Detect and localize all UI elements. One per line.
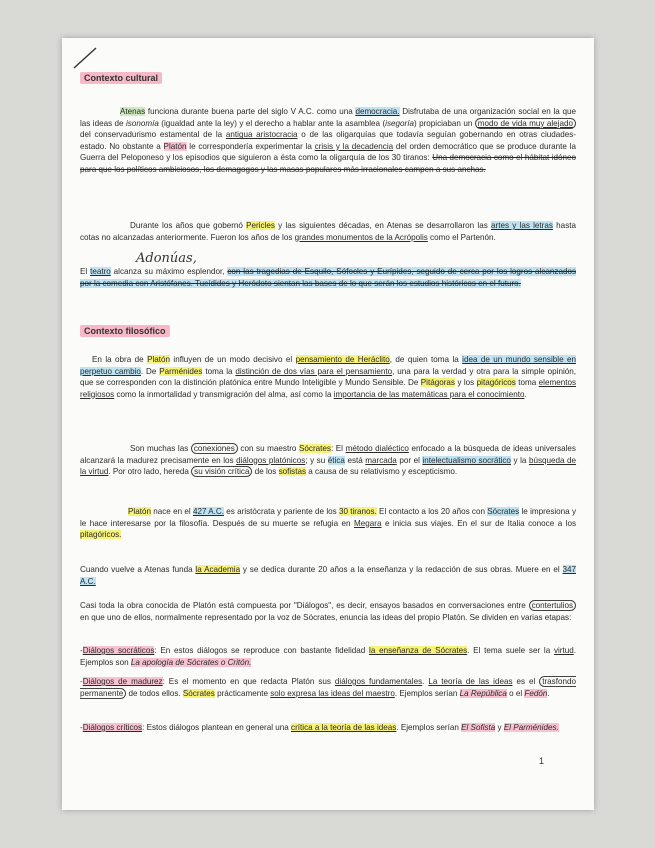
text-run: en que uno de ellos, normalmente representado por la voz de Sócrates, enuncia las ideas del propio Platón. Se dividen en varias etapas: bbox=[80, 612, 572, 622]
text-run: grandes monumentos de la Acrópolis bbox=[294, 232, 428, 242]
text-run: isegoría bbox=[385, 118, 414, 128]
text-run: a causa de su relativismo y escepticismo. bbox=[306, 467, 458, 477]
text-run: intelectualismo socrático bbox=[422, 455, 511, 465]
text-run: Atenas bbox=[120, 107, 146, 116]
text-run: ética bbox=[327, 455, 345, 465]
text-run: La República bbox=[459, 688, 507, 698]
text-run: La apología de Sócrates o Critón. bbox=[130, 657, 252, 667]
text-run: por el bbox=[396, 455, 423, 465]
text-run: 427 A.C. bbox=[192, 507, 225, 516]
text-run: marcada bbox=[365, 455, 397, 465]
paragraph-socrates bbox=[80, 443, 576, 478]
text-run: solo expresa las ideas del maestro bbox=[270, 688, 395, 698]
text-run: - bbox=[80, 723, 83, 732]
text-run: : En estos diálogos se reproduce con bastante fidelidad bbox=[154, 646, 370, 655]
text-run: - bbox=[80, 677, 83, 686]
text-run: Disfrutaba de una organización social en la que las ideas de bbox=[80, 107, 576, 128]
text-run: o de las oligarquías que todavía seguían gobernando en otras ciudades-estado. No obstante a bbox=[80, 130, 576, 151]
text-run: diálogos fundamentales bbox=[334, 677, 423, 686]
text-run: democracia. bbox=[355, 107, 400, 116]
text-run: es aristócrata y pariente de los bbox=[224, 507, 339, 516]
list-item-critical bbox=[80, 722, 576, 734]
text-run: como la inmortalidad y transmigración del alma, así como la bbox=[114, 389, 334, 399]
text-run: El contacto a los 20 años con bbox=[376, 507, 488, 516]
text-run: toma bbox=[515, 378, 539, 388]
text-run: antigua aristocracia bbox=[225, 130, 298, 140]
text-run: Platón bbox=[163, 141, 187, 151]
text-run: Sócrates bbox=[182, 688, 215, 698]
pen-mark bbox=[70, 44, 100, 72]
text-run: elementos religiosos bbox=[80, 378, 576, 399]
text-run: Sócrates bbox=[487, 507, 520, 516]
text-run: del orden democrático que se produce durante la Guerra del Peloponeso y los episodios que siguieron a ésta como la oligarquía de los 30 tiranos: bbox=[80, 141, 576, 163]
text-run: . bbox=[524, 389, 527, 399]
text-run: teatro bbox=[90, 267, 111, 276]
text-run: y bbox=[495, 723, 504, 732]
text-run: isonomía bbox=[125, 118, 159, 128]
text-run: artes y las letras bbox=[491, 221, 553, 230]
text-run: le impresiona y le hace interesarse por la filosofía. Después de su muerte se refugia en bbox=[80, 507, 576, 528]
text-run: su visión crítica bbox=[191, 466, 252, 477]
paragraph-pericles bbox=[80, 220, 576, 243]
text-run: Diálogos de madurez bbox=[82, 677, 163, 686]
text-run: y las siguientes décadas, en Atenas se desarrollaron las bbox=[274, 221, 491, 230]
text-run: La teoría de las ideas bbox=[428, 677, 513, 686]
text-run: toma la bbox=[202, 366, 236, 376]
text-run: diálogos platónicos bbox=[236, 455, 306, 465]
text-run: Sócrates bbox=[299, 444, 331, 453]
text-run: (igualdad ante la ley) y el derecho a hablar ante la asamblea ( bbox=[158, 118, 386, 128]
list-item-socratic bbox=[80, 645, 576, 668]
text-run: pitagóricos bbox=[476, 378, 516, 388]
text-run: trasfondo permanente bbox=[80, 677, 576, 698]
text-run: Platón bbox=[147, 355, 171, 364]
text-run: método dialéctico bbox=[345, 444, 409, 453]
text-run: funciona durante buena parte del siglo V A.C. como una bbox=[145, 107, 356, 116]
text-run: Durante los años que gobernó bbox=[130, 221, 247, 230]
paragraph-theatre bbox=[80, 266, 576, 289]
text-run: Son muchas las bbox=[130, 444, 191, 453]
text-run: 347 A.C. bbox=[80, 565, 577, 586]
text-run: ) propiciaban un bbox=[413, 118, 475, 128]
text-run: Pitágoras bbox=[420, 378, 455, 388]
text-run: contertulios bbox=[529, 600, 576, 611]
text-run: la Academia bbox=[195, 565, 241, 574]
text-run: de los bbox=[252, 467, 279, 477]
text-run: e inicia sus viajes. En el sur de Italia conoce a los bbox=[381, 518, 576, 528]
text-run: . De bbox=[140, 366, 160, 376]
text-run: ; y su bbox=[305, 455, 328, 465]
text-run: como el Partenón. bbox=[427, 232, 496, 242]
text-run: , una para la verdad y otra para la simple opinión, que se corresponden con la distinción platónica entre Mundo Inteligible y Mundo Sensible. De bbox=[80, 366, 577, 388]
text-run: : Es el momento en que redacta Platón sus bbox=[162, 677, 335, 686]
text-run: y la bbox=[510, 455, 529, 465]
text-run: búsqueda de la virtud bbox=[80, 455, 577, 477]
text-run: con su maestro bbox=[237, 444, 299, 453]
text-run: crisis y la decadencia bbox=[314, 141, 394, 151]
page-number: 1 bbox=[539, 756, 545, 766]
text-run: prácticamente bbox=[214, 688, 271, 698]
text-run: hasta cotas no alcanzadas anteriormente. Fueron los años de los bbox=[80, 221, 576, 242]
text-run: de todos ellos. bbox=[126, 688, 183, 698]
text-run: modo de vida muy alejado bbox=[475, 118, 576, 129]
text-run: la enseñanza de Sócrates bbox=[369, 646, 468, 655]
text-run: o el bbox=[506, 688, 525, 698]
text-run: Megara bbox=[354, 518, 382, 528]
text-run: y los bbox=[454, 378, 477, 388]
text-run: Platón bbox=[128, 507, 151, 516]
text-run: . Por otro lado, hereda bbox=[108, 467, 192, 477]
text-run: pensamiento de Heráclito bbox=[295, 355, 390, 364]
text-run: . Ejemplos serían bbox=[394, 688, 460, 698]
text-run: alcanza su máximo esplendor, bbox=[110, 267, 228, 276]
text-run: En la obra de bbox=[92, 355, 148, 364]
text-run: Casi toda la obra conocida de Platón está compuesta por "Diálogos", es decir, ensayos basados en conversaciones entre bbox=[80, 601, 529, 610]
paragraph-biography bbox=[80, 506, 576, 541]
text-run: nace en el bbox=[150, 507, 193, 516]
text-run: importancia de las matemáticas para el conocimiento bbox=[333, 389, 525, 399]
paragraph-athens bbox=[80, 106, 576, 176]
text-run: Una democracia como el hábitat idóneo para que los políticos ambiciosos, los demagogos y las masas populares más irracionales campen a sus anchas. bbox=[80, 153, 577, 174]
section-title-cultural: Contexto cultural bbox=[80, 72, 162, 84]
text-run: del conservadurismo estamental de la bbox=[80, 130, 226, 140]
text-run: influyen de un modo decisivo el bbox=[170, 355, 296, 364]
text-run: . Ejemplos son bbox=[80, 646, 576, 667]
text-run: - bbox=[80, 646, 83, 655]
text-run: Parménides bbox=[159, 366, 203, 376]
text-run: y se dedica durante 20 años a la enseñanza y la redacción de sus obras. Muere en el bbox=[240, 565, 563, 574]
text-run: : Estos diálogos plantean en general una bbox=[142, 723, 292, 732]
text-run: Pericles bbox=[246, 221, 275, 230]
paragraph-influences bbox=[80, 354, 576, 400]
text-run: Cuando vuelve a Atenas funda bbox=[80, 565, 196, 574]
text-run: . El tema suele ser la bbox=[467, 646, 554, 655]
text-run: es el bbox=[512, 677, 540, 686]
text-run: sofistas bbox=[278, 467, 307, 477]
text-run: conexiones bbox=[191, 443, 238, 454]
text-run: El Sofista bbox=[461, 723, 496, 732]
text-run: enfocado a la búsqueda de ideas universales alcanzará la madurez precisamente en los bbox=[80, 444, 576, 465]
text-run: Fedón bbox=[524, 688, 548, 698]
text-run: Diálogos críticos bbox=[82, 723, 143, 732]
list-item-maturity bbox=[80, 676, 576, 699]
text-run: 30 tiranos. bbox=[338, 507, 377, 516]
text-run: . Ejemplos serían bbox=[396, 723, 462, 732]
text-run: El Parménides. bbox=[503, 723, 559, 732]
text-run: con las tragedias de Esquilo, Sófocles y Eurípides, seguido de cerca por los logros alcanzados por la comedia con Aristófanes. Tucídides y Heródoto sientan las bases de lo que serán los estudios históricos en el futuro. bbox=[80, 267, 577, 288]
text-run: pitagóricos. bbox=[80, 530, 122, 540]
section-title-philosophical: Contexto filosófico bbox=[80, 325, 170, 337]
text-run: : El bbox=[330, 444, 346, 453]
text-run: distinción de dos vías para el pensamiento bbox=[235, 366, 393, 376]
text-run: le correspondería experimentar la bbox=[186, 141, 315, 151]
text-run: crítica a la teoría de las ideas bbox=[291, 723, 397, 732]
text-run: idea de un mundo sensible en perpetuo cambio bbox=[80, 355, 576, 376]
text-run: Diálogos socráticos bbox=[82, 646, 155, 655]
paragraph-academy bbox=[80, 564, 576, 587]
text-run: . bbox=[547, 688, 550, 698]
handwritten-note: Adonúas, bbox=[136, 251, 197, 266]
text-run: , de quien toma la bbox=[389, 355, 463, 364]
text-run: . bbox=[422, 677, 429, 686]
text-run: El bbox=[80, 267, 91, 276]
paragraph-dialogues bbox=[80, 600, 576, 623]
text-run: está bbox=[344, 455, 366, 465]
text-run: virtud bbox=[553, 646, 574, 655]
